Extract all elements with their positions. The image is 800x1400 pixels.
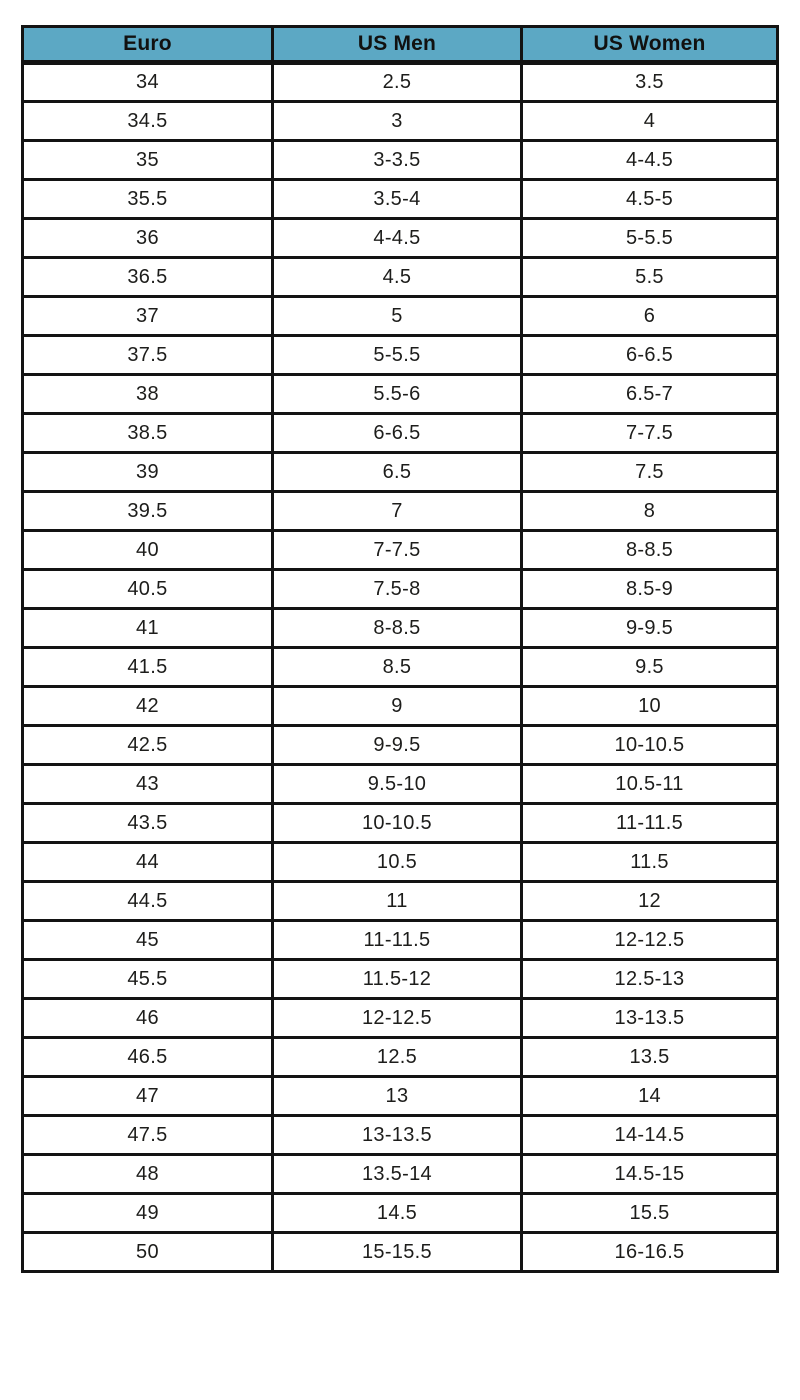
header-row bbox=[23, 27, 778, 63]
us-men-cell: 9.5-10 bbox=[272, 765, 521, 804]
us-men-cell: 10-10.5 bbox=[272, 804, 521, 843]
us-men-cell: 11.5-12 bbox=[272, 960, 521, 999]
euro-cell: 49 bbox=[23, 1194, 273, 1233]
table-row bbox=[23, 141, 778, 180]
euro-cell: 45 bbox=[23, 921, 273, 960]
us-men-cell: 5.5-6 bbox=[272, 375, 521, 414]
table-row bbox=[23, 1194, 778, 1233]
table-row bbox=[23, 609, 778, 648]
table-row bbox=[23, 687, 778, 726]
euro-cell: 45.5 bbox=[23, 960, 273, 999]
us-men-cell: 5-5.5 bbox=[272, 336, 521, 375]
us-men-cell: 4-4.5 bbox=[272, 219, 521, 258]
table-row bbox=[23, 219, 778, 258]
us-men-cell: 7 bbox=[272, 492, 521, 531]
table-row bbox=[23, 804, 778, 843]
table-row bbox=[23, 960, 778, 999]
euro-cell: 43.5 bbox=[23, 804, 273, 843]
size-conversion-table-wrap bbox=[21, 25, 779, 1273]
euro-cell: 46.5 bbox=[23, 1038, 273, 1077]
us-men-cell: 3 bbox=[272, 102, 521, 141]
us-men-cell: 3-3.5 bbox=[272, 141, 521, 180]
euro-cell: 38.5 bbox=[23, 414, 273, 453]
us-women-cell: 10 bbox=[522, 687, 778, 726]
us-women-cell: 6-6.5 bbox=[522, 336, 778, 375]
euro-cell: 35 bbox=[23, 141, 273, 180]
us-men-cell: 5 bbox=[272, 297, 521, 336]
table-row bbox=[23, 999, 778, 1038]
table-row bbox=[23, 1038, 778, 1077]
us-men-cell: 11 bbox=[272, 882, 521, 921]
euro-cell: 46 bbox=[23, 999, 273, 1038]
us-women-cell: 5-5.5 bbox=[522, 219, 778, 258]
euro-cell: 42.5 bbox=[23, 726, 273, 765]
us-women-cell: 4 bbox=[522, 102, 778, 141]
us-women-cell: 12 bbox=[522, 882, 778, 921]
table-row bbox=[23, 1077, 778, 1116]
us-women-cell: 8 bbox=[522, 492, 778, 531]
euro-cell: 44 bbox=[23, 843, 273, 882]
table-row bbox=[23, 375, 778, 414]
us-men-cell: 8-8.5 bbox=[272, 609, 521, 648]
us-men-cell: 9 bbox=[272, 687, 521, 726]
us-men-cell: 12.5 bbox=[272, 1038, 521, 1077]
euro-cell: 39.5 bbox=[23, 492, 273, 531]
us-men-cell: 8.5 bbox=[272, 648, 521, 687]
us-women-cell: 14 bbox=[522, 1077, 778, 1116]
us-women-cell: 10.5-11 bbox=[522, 765, 778, 804]
table-row bbox=[23, 765, 778, 804]
euro-cell: 48 bbox=[23, 1155, 273, 1194]
us-men-cell: 15-15.5 bbox=[272, 1233, 521, 1272]
us-women-cell: 7-7.5 bbox=[522, 414, 778, 453]
table-row bbox=[23, 336, 778, 375]
table-header bbox=[23, 27, 778, 63]
us-women-cell: 5.5 bbox=[522, 258, 778, 297]
table-row bbox=[23, 453, 778, 492]
us-women-cell: 9-9.5 bbox=[522, 609, 778, 648]
table-row bbox=[23, 882, 778, 921]
us-women-cell: 7.5 bbox=[522, 453, 778, 492]
us-men-cell: 2.5 bbox=[272, 63, 521, 102]
us-men-cell: 7.5-8 bbox=[272, 570, 521, 609]
us-women-cell: 14.5-15 bbox=[522, 1155, 778, 1194]
euro-cell: 39 bbox=[23, 453, 273, 492]
table-row bbox=[23, 648, 778, 687]
us-women-cell: 4-4.5 bbox=[522, 141, 778, 180]
table-body bbox=[23, 63, 778, 1272]
us-men-cell: 13 bbox=[272, 1077, 521, 1116]
us-women-cell: 12.5-13 bbox=[522, 960, 778, 999]
table-row bbox=[23, 1233, 778, 1272]
us-men-cell: 13.5-14 bbox=[272, 1155, 521, 1194]
euro-cell: 36 bbox=[23, 219, 273, 258]
euro-cell: 34 bbox=[23, 63, 273, 102]
euro-cell: 40.5 bbox=[23, 570, 273, 609]
table-row bbox=[23, 921, 778, 960]
us-men-cell: 12-12.5 bbox=[272, 999, 521, 1038]
table-row bbox=[23, 258, 778, 297]
us-men-cell: 4.5 bbox=[272, 258, 521, 297]
table-row bbox=[23, 492, 778, 531]
us-men-cell: 13-13.5 bbox=[272, 1116, 521, 1155]
euro-cell: 42 bbox=[23, 687, 273, 726]
us-women-cell: 14-14.5 bbox=[522, 1116, 778, 1155]
us-women-cell: 6.5-7 bbox=[522, 375, 778, 414]
us-women-cell: 11-11.5 bbox=[522, 804, 778, 843]
euro-cell: 44.5 bbox=[23, 882, 273, 921]
us-women-cell: 4.5-5 bbox=[522, 180, 778, 219]
euro-cell: 34.5 bbox=[23, 102, 273, 141]
euro-cell: 37.5 bbox=[23, 336, 273, 375]
us-men-cell: 6.5 bbox=[272, 453, 521, 492]
table-row bbox=[23, 414, 778, 453]
size-conversion-table bbox=[21, 25, 779, 1273]
us-women-cell: 8.5-9 bbox=[522, 570, 778, 609]
us-women-cell: 13-13.5 bbox=[522, 999, 778, 1038]
header-cell-us-women: US Women bbox=[522, 27, 778, 63]
us-men-cell: 7-7.5 bbox=[272, 531, 521, 570]
table-row bbox=[23, 531, 778, 570]
us-men-cell: 6-6.5 bbox=[272, 414, 521, 453]
euro-cell: 41.5 bbox=[23, 648, 273, 687]
table-row bbox=[23, 63, 778, 102]
us-women-cell: 8-8.5 bbox=[522, 531, 778, 570]
us-women-cell: 16-16.5 bbox=[522, 1233, 778, 1272]
table-row bbox=[23, 570, 778, 609]
table-row bbox=[23, 1116, 778, 1155]
table-row bbox=[23, 726, 778, 765]
us-women-cell: 12-12.5 bbox=[522, 921, 778, 960]
us-men-cell: 3.5-4 bbox=[272, 180, 521, 219]
us-women-cell: 10-10.5 bbox=[522, 726, 778, 765]
us-women-cell: 6 bbox=[522, 297, 778, 336]
table-row bbox=[23, 297, 778, 336]
header-cell-euro: Euro bbox=[23, 27, 273, 63]
us-women-cell: 9.5 bbox=[522, 648, 778, 687]
table-row bbox=[23, 102, 778, 141]
euro-cell: 35.5 bbox=[23, 180, 273, 219]
euro-cell: 41 bbox=[23, 609, 273, 648]
table-row bbox=[23, 843, 778, 882]
us-women-cell: 11.5 bbox=[522, 843, 778, 882]
table-row bbox=[23, 1155, 778, 1194]
euro-cell: 38 bbox=[23, 375, 273, 414]
euro-cell: 40 bbox=[23, 531, 273, 570]
euro-cell: 47.5 bbox=[23, 1116, 273, 1155]
euro-cell: 47 bbox=[23, 1077, 273, 1116]
us-men-cell: 9-9.5 bbox=[272, 726, 521, 765]
us-women-cell: 3.5 bbox=[522, 63, 778, 102]
us-men-cell: 14.5 bbox=[272, 1194, 521, 1233]
euro-cell: 43 bbox=[23, 765, 273, 804]
table-row bbox=[23, 180, 778, 219]
us-women-cell: 15.5 bbox=[522, 1194, 778, 1233]
euro-cell: 36.5 bbox=[23, 258, 273, 297]
header-cell-us-men: US Men bbox=[272, 27, 521, 63]
us-men-cell: 11-11.5 bbox=[272, 921, 521, 960]
euro-cell: 50 bbox=[23, 1233, 273, 1272]
us-women-cell: 13.5 bbox=[522, 1038, 778, 1077]
us-men-cell: 10.5 bbox=[272, 843, 521, 882]
euro-cell: 37 bbox=[23, 297, 273, 336]
